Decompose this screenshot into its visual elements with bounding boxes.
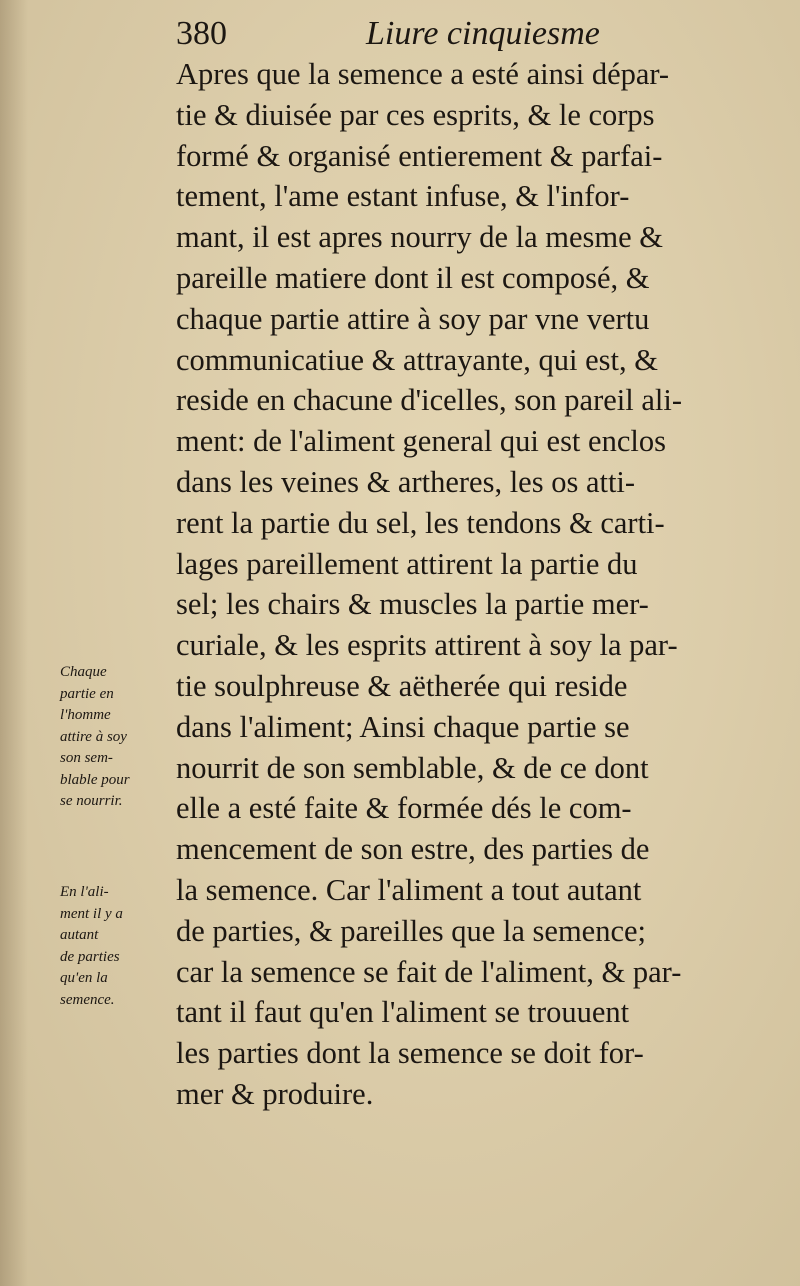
running-title: Liure cinquiesme [366, 15, 600, 52]
margin-note-line: Chaque [60, 664, 107, 680]
text-line: ment: de l'aliment general qui est enclos [176, 424, 666, 459]
text-line: la semence. Car l'aliment a tout autant [176, 872, 642, 907]
text-line: communicatiue & attrayante, qui est, & [176, 342, 658, 377]
margin-note-line: En l'ali- [60, 884, 109, 900]
text-line: reside en chacune d'icelles, son pareil ali- [176, 383, 682, 418]
text-line: tement, l'ame estant infuse, & l'infor- [176, 179, 630, 214]
margin-note-line: semence. [60, 991, 115, 1008]
text-line: car la semence se fait de l'aliment, & par- [176, 954, 682, 989]
margin-note-line: qu'en la [60, 970, 108, 986]
margin-note [60, 882, 178, 1011]
margin-note-line: ment il y a [60, 905, 123, 922]
text-line: mant, il est apres nourry de la mesme & [176, 220, 664, 255]
text-line: mer & produire. [176, 1076, 374, 1111]
text-line: lages pareillement attirent la partie du [176, 546, 638, 581]
text-line: dans les veines & artheres, les os atti- [176, 464, 636, 499]
text-line: Apres que la semence a esté ainsi dépar- [176, 57, 670, 91]
margin-note [60, 662, 178, 813]
text-line: tie & diuisée par ces esprits, & le corps [176, 97, 655, 132]
text-line: formé & organisé entierement & parfai- [176, 138, 663, 173]
text-line: mencement de son estre, des parties de [176, 832, 650, 867]
running-head [176, 14, 736, 54]
margin-note-line: l'homme [60, 707, 111, 723]
text-line: chaque partie attire à soy par vne vertu [176, 301, 650, 336]
margin-note-line: partie en [60, 685, 114, 702]
text-line: rent la partie du sel, les tendons & carti- [176, 505, 665, 540]
margin-note-line: de parties [60, 948, 120, 965]
text-line: elle a esté faite & formée dés le com- [176, 791, 632, 826]
text-line: les parties dont la semence se doit for- [176, 1036, 644, 1071]
page-number: 380 [176, 15, 227, 52]
text-line: curiale, & les esprits attirent à soy la par- [176, 628, 678, 663]
text-line: sel; les chairs & muscles la partie mer- [176, 587, 649, 622]
margin-note-line: son sem- [60, 750, 113, 766]
text-line: dans l'aliment; Ainsi chaque partie se [176, 709, 630, 744]
text-line: nourrit de son semblable, & de ce dont [176, 750, 649, 785]
text-line: tie soulphreuse & aëtherée qui reside [176, 668, 628, 703]
margin-note-line: se nourrir. [60, 793, 123, 809]
body-text [176, 54, 772, 1115]
margin-note-line: blable pour [60, 771, 130, 788]
page-edge-shadow [0, 0, 28, 1286]
margin-note-line: autant [60, 927, 99, 943]
margin-note-line: attire à soy [60, 728, 127, 745]
text-line: pareille matiere dont il est composé, & [176, 260, 650, 295]
text-line: de parties, & pareilles que la semence; [176, 913, 647, 948]
text-line: tant il faut qu'en l'aliment se trouuent [176, 995, 630, 1030]
